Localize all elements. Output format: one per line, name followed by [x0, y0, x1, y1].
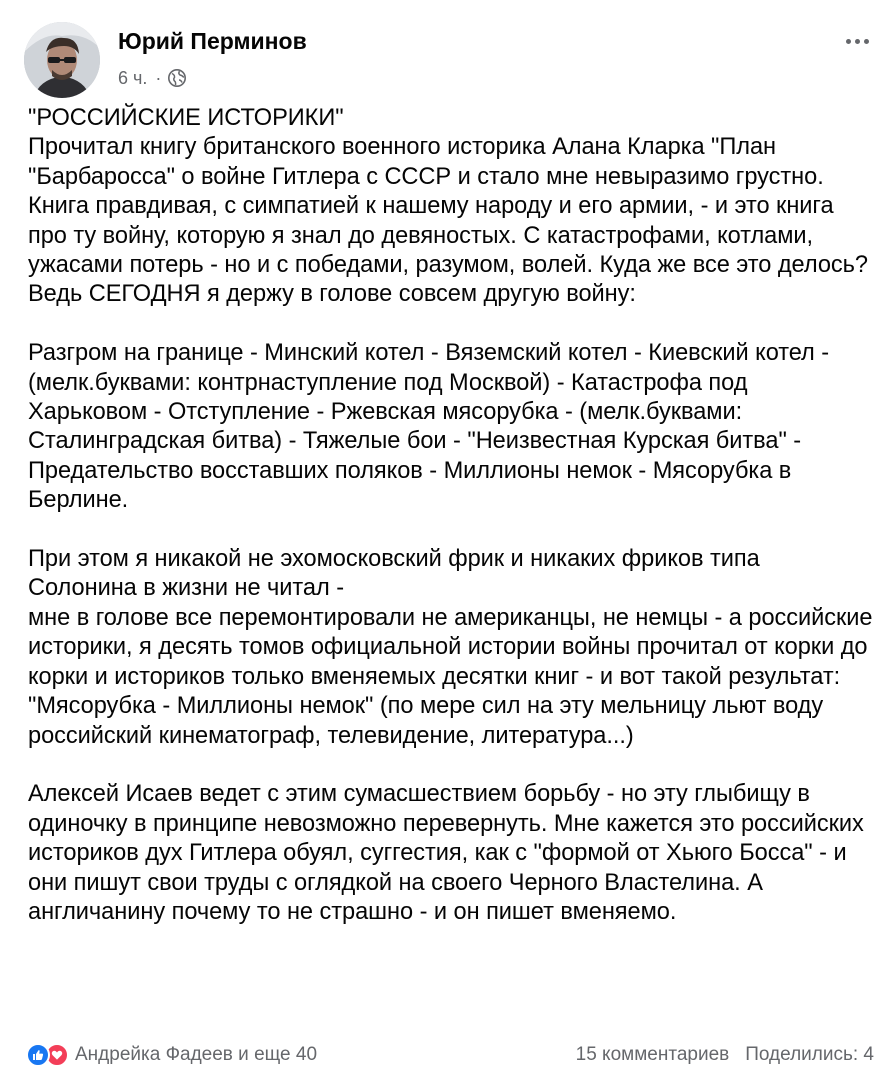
reactors-summary[interactable]: Андрейка Фадеев и еще 40	[75, 1044, 318, 1065]
meta-separator: ·	[155, 67, 162, 88]
post-text	[28, 104, 873, 927]
post-paragraph-2: Разгром на границе - Минский котел - Вяземский котел - Киевский котел - (мелк.буквами: контрнаступление под Москвой) - Катастрофа под Харьковом - Отступление - Ржевская мясорубка - (мелк.буквами: Сталинградская битва) - Тяжелые бои - "Неизвестная Курская битва" - Предательство восставших поляков - Миллионы немок - Мясорубка в Берлине.	[28, 340, 830, 514]
post-paragraph-4: Алексей Исаев ведет с этим сумасшествием борьбу - но эту глыбищу в одиночку в принципе невозможно перевернуть. Мне кажется это российских историков дух Гитлера обуял, суггестия, как с "формой от Хьюго Босса" - и они пишут свои труды с оглядкой на своего Черного Властелина. А англичанину почему то не страшно - и он пишет вменяемо.	[28, 781, 864, 925]
shares-count[interactable]: Поделились: 4	[745, 1044, 874, 1065]
more-dot	[864, 39, 869, 44]
post-footer	[26, 1040, 874, 1070]
post-header	[24, 22, 874, 98]
post-meta	[118, 66, 187, 90]
author-name[interactable]: Юрий Перминов	[118, 28, 307, 54]
avatar[interactable]	[24, 22, 100, 98]
avatar-photo-icon	[24, 22, 100, 98]
more-options-icon[interactable]	[840, 30, 874, 52]
reaction-icons[interactable]	[26, 1043, 69, 1067]
comments-count[interactable]: 15 комментариев	[575, 1044, 730, 1065]
more-dot	[846, 39, 851, 44]
like-icon	[26, 1043, 50, 1067]
more-dot	[855, 39, 860, 44]
post-paragraph-1: "РОССИЙСКИЕ ИСТОРИКИ" Прочитал книгу британского военного историка Алана Кларка "План "Барбаросса" о войне Гитлера с СССР и стало мне невыразимо грустно. Книга правдивая, с симпатией к нашему народу и его армии, - и это книга про ту войну, которую я знал до девяностых. С катастрофами, котлами, ужасами потерь - но и с победами, разумом, волей. Куда же все это делось? Ведь СЕГОДНЯ я держу в голове совсем другую войну:	[28, 105, 868, 308]
post-paragraph-3: При этом я никакой не эхомосковский фрик и никаких фриков типа Солонина в жизни не читал - мне в голове все перемонтировали не американцы, не немцы - а российские историки, я десять томов официальной истории войны прочитал от корки до корки и историков только вменяемых десятки книг - и вот такой результат: "Мясорубка - Миллионы немок" (по мере сил на эту мельницу льют воду российский кинематограф, телевидение, литература...)	[28, 546, 873, 749]
globe-icon[interactable]	[167, 68, 187, 88]
post-timestamp[interactable]: 6 ч.	[118, 67, 148, 88]
